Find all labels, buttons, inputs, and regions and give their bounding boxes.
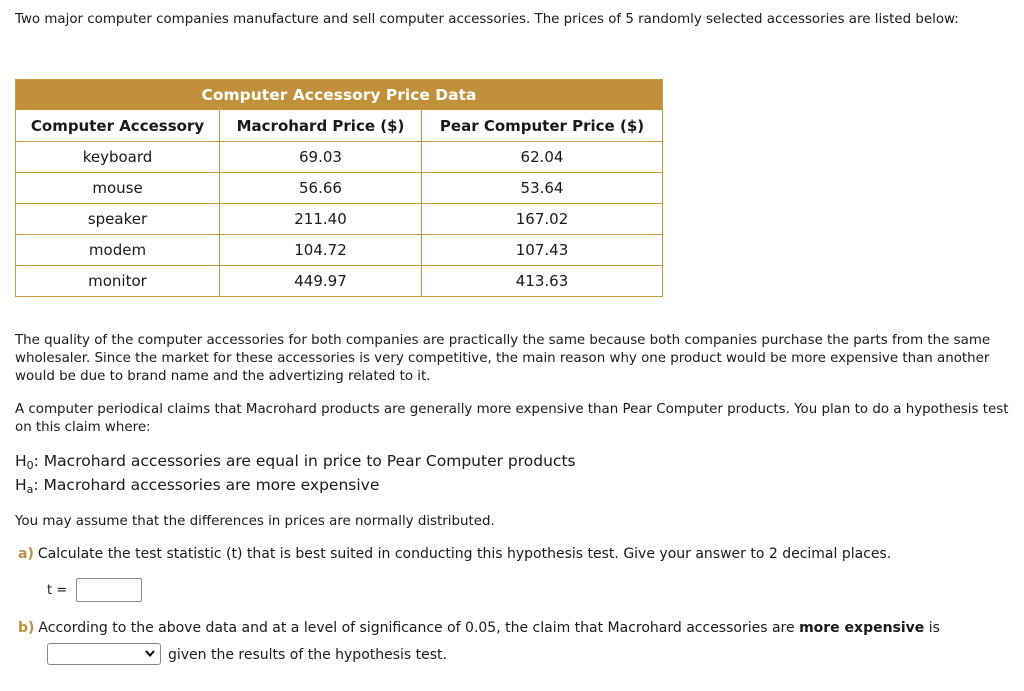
quality-text: The quality of the computer accessories for both companies are practically the same because both companies purchase the parts from the same wholesaler. Since the market for these accessories is very competitive, the main reason why one product would be more expensive than another would be due to brand name and the advertizing related to it. xyxy=(15,333,991,384)
part-b-text-bold: more expensive xyxy=(799,620,925,636)
accessory-cell: modem xyxy=(16,235,220,266)
chevron-down-icon xyxy=(144,646,156,660)
table-row xyxy=(16,142,663,173)
table-caption: Computer Accessory Price Data xyxy=(16,80,663,110)
h0-text: : Macrohard accessories are equal in price to Pear Computer products xyxy=(33,452,576,470)
table-row xyxy=(16,235,663,266)
assumption-text: You may assume that the differences in prices are normally distributed. xyxy=(15,514,495,529)
accessory-cell: keyboard xyxy=(16,142,220,173)
part-b-text-after: is xyxy=(924,620,940,636)
table-row xyxy=(16,266,663,297)
t-statistic-input[interactable] xyxy=(76,578,142,602)
null-hypothesis xyxy=(15,451,576,476)
header-pear-price: Pear Computer Price ($) xyxy=(422,110,663,142)
part-a-label: a) xyxy=(18,546,34,562)
macrohard-price-cell: 211.40 xyxy=(220,204,422,235)
pear-price-cell: 53.64 xyxy=(422,173,663,204)
part-b-text-before: According to the above data and at a level of significance of 0.05, the claim that Macrohard accessories are xyxy=(38,620,800,636)
ha-subscript: a xyxy=(26,483,34,496)
macrohard-price-cell: 449.97 xyxy=(220,266,422,297)
header-macrohard-price: Macrohard Price ($) xyxy=(220,110,422,142)
h0-subscript: 0 xyxy=(26,459,34,472)
accessory-cell: mouse xyxy=(16,173,220,204)
ha-text: : Macrohard accessories are more expensive xyxy=(33,476,380,494)
macrohard-price-cell: 104.72 xyxy=(220,235,422,266)
pear-price-cell: 62.04 xyxy=(422,142,663,173)
pear-price-cell: 167.02 xyxy=(422,204,663,235)
accessory-cell: speaker xyxy=(16,204,220,235)
claim-text: A computer periodical claims that Macrohard products are generally more expensive than Pear Computer products. You plan to do a hypothesis test on this claim where: xyxy=(15,402,1009,435)
h0-symbol: H xyxy=(15,452,27,470)
header-accessory: Computer Accessory xyxy=(16,110,220,142)
part-b-label: b) xyxy=(18,620,35,636)
t-label: t = xyxy=(47,583,68,598)
part-a xyxy=(15,545,1015,563)
pear-price-cell: 107.43 xyxy=(422,235,663,266)
pear-price-cell: 413.63 xyxy=(422,266,663,297)
price-table xyxy=(15,79,663,297)
macrohard-price-cell: 56.66 xyxy=(220,173,422,204)
table-row xyxy=(16,173,663,204)
accessory-cell: monitor xyxy=(16,266,220,297)
macrohard-price-cell: 69.03 xyxy=(220,142,422,173)
claim-conclusion-select[interactable] xyxy=(47,643,161,665)
part-a-text: Calculate the test statistic (t) that is best suited in conducting this hypothesis test. Give your answer to 2 decimal places. xyxy=(37,546,892,562)
table-row xyxy=(16,204,663,235)
ha-symbol: H xyxy=(15,476,27,494)
alternative-hypothesis xyxy=(15,475,379,500)
intro-text: Two major computer companies manufacture and sell computer accessories. The prices of 5 randomly selected accessories are listed below: xyxy=(15,12,959,27)
part-b xyxy=(15,619,1015,637)
after-select-text: given the results of the hypothesis test. xyxy=(168,647,447,663)
